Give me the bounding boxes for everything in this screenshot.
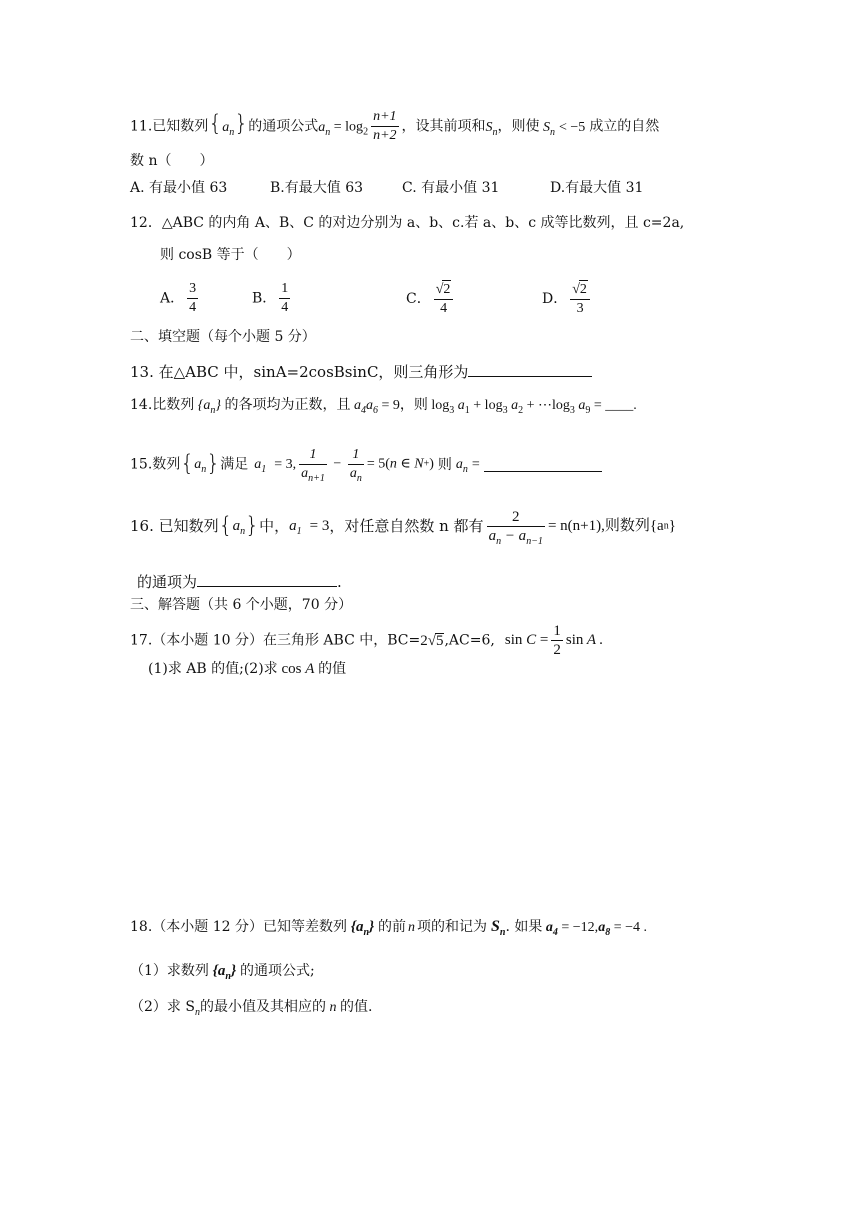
q18-sub2-end: 的值.: [339, 999, 373, 1015]
q17-rel: sin C =: [504, 632, 549, 648]
q15-a1: $a_1$: [254, 456, 267, 475]
q11-mid: 的通项公式: [248, 118, 319, 135]
q11-sum: $S_n$: [485, 119, 498, 138]
q16-line2-text: 的通项为: [137, 573, 198, 591]
q15-seq: $a_n$: [194, 456, 207, 475]
q15-eq2: =: [471, 456, 480, 472]
q18-sub2-pre: （2）求 S: [130, 999, 195, 1015]
q17-line2-text: (1)求 AB 的值;(2)求: [148, 661, 278, 677]
q15-minus: −: [329, 456, 345, 472]
q17-frac: $\frac{1}{2}$: [553, 623, 561, 658]
q14-mid: 的各项均为正数，且: [224, 397, 351, 413]
q18-line1-text: 18.（本小题 12 分）已知等差数列: [130, 919, 347, 935]
q18-sub2: （2）求 $S_n$的最小值及其相应的 n 的值.: [130, 999, 373, 1018]
q16-cond: = 3: [309, 518, 330, 534]
q18-sub2-n: n: [325, 1000, 340, 1015]
q15-close: ): [429, 456, 434, 472]
q11-line2: 数 n（ ）: [130, 153, 214, 169]
q15: 15.数列$\{a_n\}$满足 $a_1 = 3$, $\frac{1}{a_{n+1}}$ − $\frac{1}{a_n}$ = 5(n ∈ N+) 则 $a_n$ =: [130, 446, 602, 483]
q11-prefix: 11.已知数列: [130, 118, 209, 135]
q11-option-d: D.有最大值 31: [550, 180, 644, 196]
q16: 16. 已知数列$\{a_n\}$中，$a_1 = 3$，对任意自然数 n 都有 $\frac{2}{a_n - a_{n-1}}$ = n(n+1),则数列{an}: [130, 509, 676, 547]
q17-line1: [130, 622, 603, 659]
q16-tail: }: [668, 518, 676, 534]
q16-a1: $a_1$: [289, 518, 302, 537]
q16-seq: $a_n$: [232, 518, 246, 537]
q12-option-c: C． $\frac{√2}{4}$: [406, 280, 456, 318]
q18-a4: $a_4$: [542, 920, 558, 938]
q17-line2-end: 的值: [318, 661, 347, 677]
q18-mid1: 的前: [378, 919, 407, 935]
q16-blank: [197, 572, 337, 587]
q11-sn: $S_n$: [539, 119, 556, 138]
q12-option-d: D． $\frac{√2}{3}$: [542, 280, 593, 318]
q11-ineq: < −5: [559, 119, 586, 135]
q16-text: ，对任意自然数 n 都有: [329, 517, 484, 535]
q18-sub1-pre: （1）求数列: [130, 963, 209, 979]
q15-set: n ∈ N: [389, 456, 424, 472]
q11-option-a: A. 有最小值 63: [130, 180, 228, 196]
q14-prefix: 14.比数列: [130, 397, 195, 413]
q11-after: ，设其前项和: [401, 118, 486, 135]
q16-mid: 中，: [259, 517, 290, 535]
q14: [130, 397, 637, 416]
q18-cond: = −12,: [561, 920, 599, 935]
q18-seq: $\{a_n\}$: [346, 919, 379, 938]
q12-option-a: A． $\frac{3}{4}$: [160, 281, 197, 315]
q11-frac: $\frac{n+1}{n+2}$: [373, 109, 397, 143]
q15-eq: = 5(: [366, 456, 390, 472]
q13-blank: [468, 362, 592, 377]
q15-prefix: 15.数列: [130, 456, 181, 473]
brace-left: {: [218, 513, 233, 539]
brace-right: }: [234, 111, 249, 137]
q15-mid: 满足: [220, 456, 249, 473]
q11-end: 成立的自然: [589, 118, 660, 135]
q18-line1: [130, 918, 647, 939]
q14-expr: $\log_3 a_1 + \log_3 a_2$ + $\cdots\log_3$ $a_9$: [427, 398, 591, 416]
q11-after2: ，则使: [497, 118, 540, 135]
q18-n: n: [408, 920, 416, 935]
q15-then: 则: [437, 456, 452, 473]
q18-sn: $S_n$: [487, 918, 506, 939]
q11-option-b: B.有最大值 63: [270, 180, 364, 196]
q13-text: 13. 在△ABC 中，sinA=2cosBsinC，则三角形为: [130, 363, 469, 381]
q14-cond: = 9: [381, 398, 400, 413]
q18-sub1-post: 的通项公式;: [239, 963, 315, 979]
q18-sub1-seq: $\{a_n\}$: [208, 963, 240, 982]
q17-cos: cos A: [277, 661, 315, 677]
q18-sub2-post: 的最小值及其相应的: [199, 999, 326, 1015]
q17-line2: [148, 662, 346, 677]
q18-a8: $a_8$: [598, 920, 611, 938]
q11-seq: $a_n$: [222, 119, 235, 138]
q18-sub1: [130, 963, 315, 982]
q16-frac: $\frac{2}{a_n - a_{n-1}}$: [488, 509, 543, 547]
q11-log: log: [345, 119, 364, 135]
q14-then: ，则: [399, 397, 428, 413]
brace-left: {: [180, 451, 195, 477]
q18-mid3: . 如果: [505, 919, 543, 935]
q12-option-b: B． $\frac{1}{4}$: [252, 281, 289, 315]
q11-line1: 11.已知数列$\{a_n\}$的通项公式$a_n = \log_2$ $\frac{n+1}{n+2}$ ，设其前项和$S_n$，则使 $S_n < -5$ 成立的自然: [130, 109, 660, 143]
q17-ac: ,AC=6,: [444, 632, 495, 649]
q13: [130, 362, 592, 380]
q15-frac2: $\frac{1}{a_n}$: [349, 447, 362, 484]
q11-eq: =: [330, 119, 346, 135]
q18-mid2: 项的和记为: [417, 919, 488, 935]
q18-cond2: = −4 .: [613, 920, 647, 935]
q11-an: $a_n$: [318, 119, 331, 138]
q12-line2: 则 cosB 等于（ ）: [160, 247, 301, 263]
q16-line2: 的通项为 .: [137, 573, 342, 591]
q17-line1-text: 17.（本小题 10 分）在三角形 ABC 中，BC=: [130, 632, 421, 649]
q11-option-c: C. 有最小值 31: [402, 180, 500, 196]
brace-right: }: [206, 451, 221, 477]
section-2-title: 二、填空题（每个小题 5 分）: [130, 329, 316, 345]
q14-cond-lhs: $a_4a_6$: [350, 398, 378, 416]
q12-line1: 12．△ABC 的内角 A、B、C 的对边分别为 a、b、c.若 a、b、c 成等比数列，且 c=2a,: [130, 215, 685, 231]
q17-rel-end: sin A .: [565, 632, 604, 648]
brace-left: {: [208, 111, 223, 137]
q14-expr-end: = ____.: [593, 398, 637, 413]
q14-seq: $\{a_n\}$: [194, 398, 225, 416]
section-3-title: 三、解答题（共 6 个小题，70 分）: [130, 597, 353, 613]
brace-right: }: [245, 513, 260, 539]
q16-prefix: 16. 已知数列: [130, 517, 219, 535]
q15-an: $a_n$: [455, 456, 468, 475]
q17-bc: 2√5: [420, 632, 444, 649]
q15-cond: = 3,: [274, 456, 297, 472]
q15-frac1: $\frac{1}{a_{n+1}}$: [301, 447, 325, 484]
q15-blank: [484, 457, 602, 472]
q16-eq: = n(n+1),则数列{a: [547, 518, 664, 534]
